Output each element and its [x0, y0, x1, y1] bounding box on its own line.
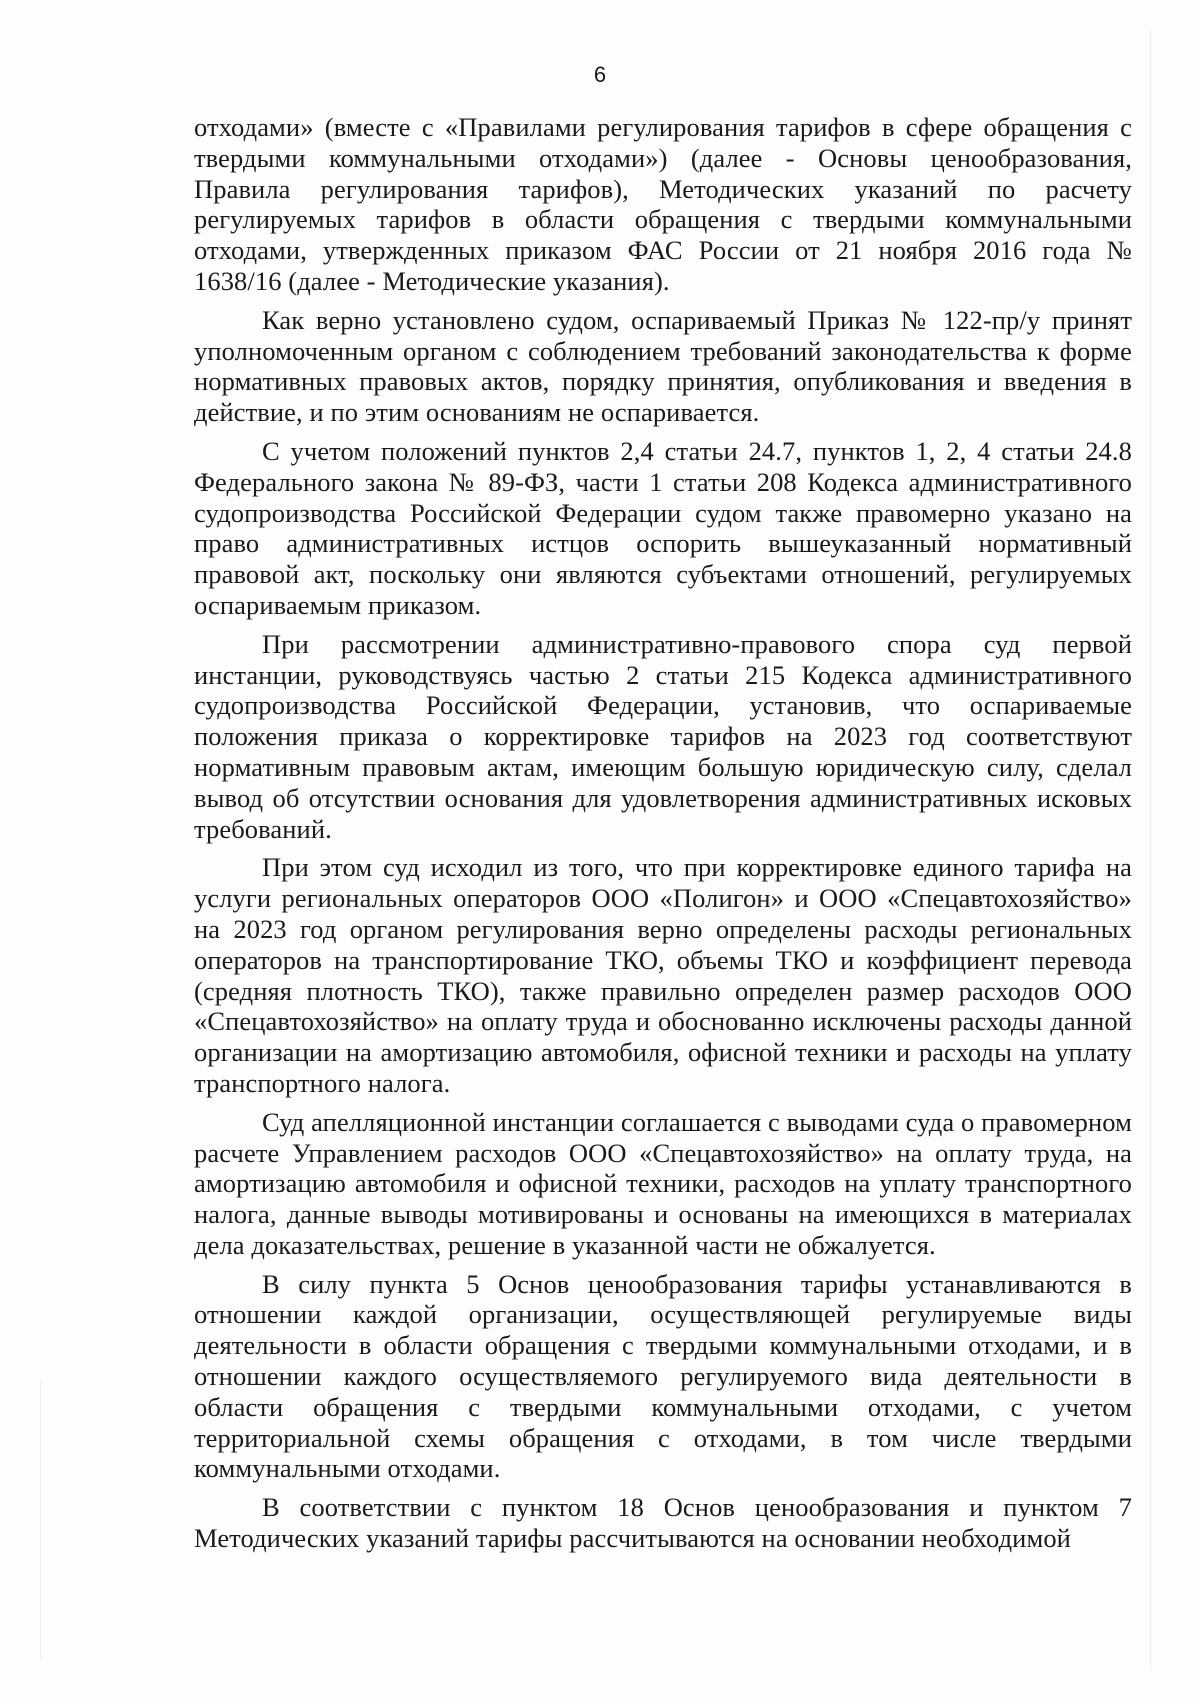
paragraph: С учетом положений пунктов 2,4 статьи 24.7, пунктов 1, 2, 4 статьи 24.8 Федерального закона № 89-ФЗ, части 1 статьи 208 Кодекса административного судопроизводства Российской Федерации судом также правомерно указано на право административных истцов оспорить вышеуказанный нормативный правовой акт, поскольку они являются субъектами отношений, регулируемых оспариваемым приказом.	[194, 435, 1132, 620]
paragraph: В соответствии с пунктом 18 Основ ценообразования и пунктом 7 Методических указаний тарифы рассчитываются на основании необходимой	[194, 1492, 1132, 1554]
paragraph: В силу пункта 5 Основ ценообразования тарифы устанавливаются в отношении каждой организации, осуществляющей регулируемые виды деятельности в области обращения с твердыми коммунальными отходами, и в отношении каждого осуществляемого регулируемого вида деятельности в области обращения с твердыми коммунальными отходами, с учетом территориальной схемы обращения с отходами, в том числе твердыми коммунальными отходами.	[194, 1268, 1132, 1484]
scan-edge-mark	[1150, 30, 1151, 1670]
paragraph: При этом суд исходил из того, что при корректировке единого тарифа на услуги региональных операторов ООО «Полигон» и ООО «Спецавтохозяйство» на 2023 год органом регулирования верно определены расходы региональных операторов на транспортирование ТКО, объемы ТКО и коэффициент перевода (средняя плотность ТКО), также правильно определен размер расходов ООО «Спецавтохозяйство» на оплату труда и обоснованно исключены расходы данной организации на амортизацию автомобиля, офисной техники и расходы на уплату транспортного налога.	[194, 852, 1132, 1098]
paragraph: Суд апелляционной инстанции соглашается с выводами суда о правомерном расчете Управлением расходов ООО «Спецавтохозяйство» на оплату труда, на амортизацию автомобиля и офисной техники, расходов на уплату транспортного налога, данные выводы мотивированы и основаны на имеющихся в материалах дела доказательствах, решение в указанной части не обжалуется.	[194, 1106, 1132, 1260]
paragraph-continuation: отходами» (вместе с «Правилами регулирования тарифов в сфере обращения с твердыми коммунальными отходами») (далее - Основы ценообразования, Правила регулирования тарифов), Методических указаний по расчету регулируемых тарифов в области обращения с твердыми коммунальными отходами, утвержденных приказом ФАС России от 21 ноября 2016 года № 1638/16 (далее - Методические указания).	[194, 112, 1132, 296]
page-number: 6	[593, 62, 607, 87]
scan-edge-mark	[40, 1380, 41, 1660]
document-body	[194, 112, 1132, 1562]
paragraph: При рассмотрении административно-правового спора суд первой инстанции, руководствуясь частью 2 статьи 215 Кодекса административного судопроизводства Российской Федерации, установив, что оспариваемые положения приказа о корректировке тарифов на 2023 год соответствуют нормативным правовым актам, имеющим большую юридическую силу, сделал вывод об отсутствии основания для удовлетворения административных исковых требований.	[194, 628, 1132, 844]
paragraph: Как верно установлено судом, оспариваемый Приказ № 122-пр/у принят уполномоченным органом с соблюдением требований законодательства к форме нормативных правовых актов, порядку принятия, опубликования и введения в действие, и по этим основаниям не оспаривается.	[194, 304, 1132, 428]
